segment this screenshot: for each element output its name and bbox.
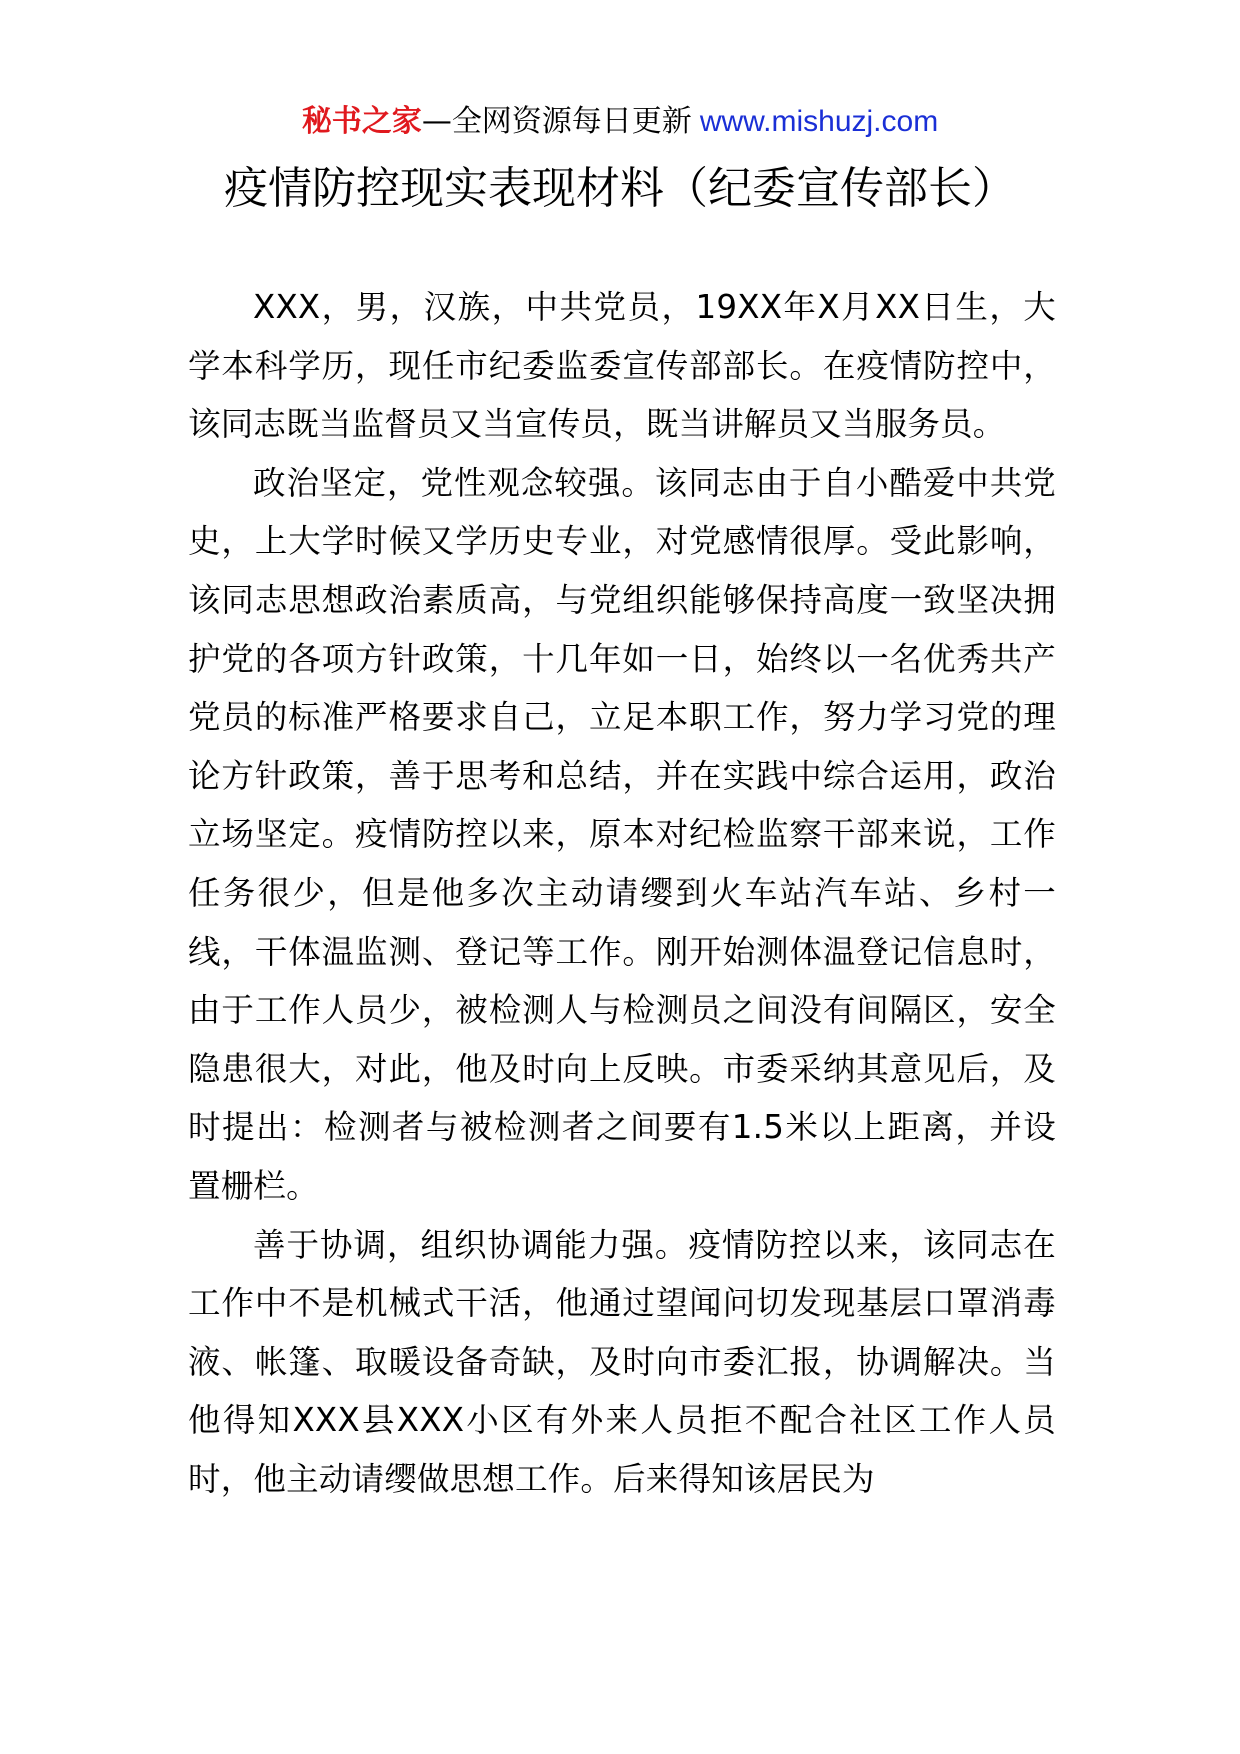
- brand-name: 秘书之家: [301, 104, 422, 139]
- paragraph-intro: XXX，男，汉族，中共党员，19XX年X月XX日生，大学本科学历，现任市纪委监委宣传部部长。在疫情防控中，该同志既当监督员又当宣传员，既当讲解员又当服务员。: [188, 288, 1056, 444]
- page-header: [0, 100, 1240, 144]
- document-body: [188, 278, 1056, 1508]
- paragraph-political: 政治坚定，党性观念较强。该同志由于自小酷爱中共党史，上大学时候又学历史专业，对党感情很厚。受此影响，该同志思想政治素质高，与党组织能够保持高度一致坚决拥护党的各项方针政策，十几年如一日，始终以一名优秀共产党员的标准严格要求自己，立足本职工作，努力学习党的理论方针政策，善于思考和总结，并在实践中综合运用，政治立场坚定。疫情防控以来，原本对纪检监察干部来说，工作任务很少，但是他多次主动请缨到火车站汽车站、乡村一线，干体温监测、登记等工作。刚开始测体温登记信息时，由于工作人员少，被检测人与检测员之间没有间隔区，安全隐患很大，对此，他及时向上反映。市委采纳其意见后，及时提出：检测者与被检测者之间要有1.5米以上距离，并设置栅栏。: [188, 463, 1056, 1205]
- document-title: 疫情防控现实表现材料（纪委宣传部长）: [224, 163, 1016, 214]
- paragraph-coordination: 善于协调，组织协调能力强。疫情防控以来，该同志在工作中不是机械式干活，他通过望闻问切发现基层口罩消毒液、帐篷、取暖设备奇缺，及时向市委汇报，协调解决。当他得知XXX县XXX小区有外来人员拒不配合社区工作人员时，他主动请缨做思想工作。后来得知该居民为: [188, 1225, 1056, 1498]
- header-tagline: —全网资源每日更新: [421, 104, 692, 139]
- site-url-link[interactable]: www.mishuzj.com: [699, 105, 939, 138]
